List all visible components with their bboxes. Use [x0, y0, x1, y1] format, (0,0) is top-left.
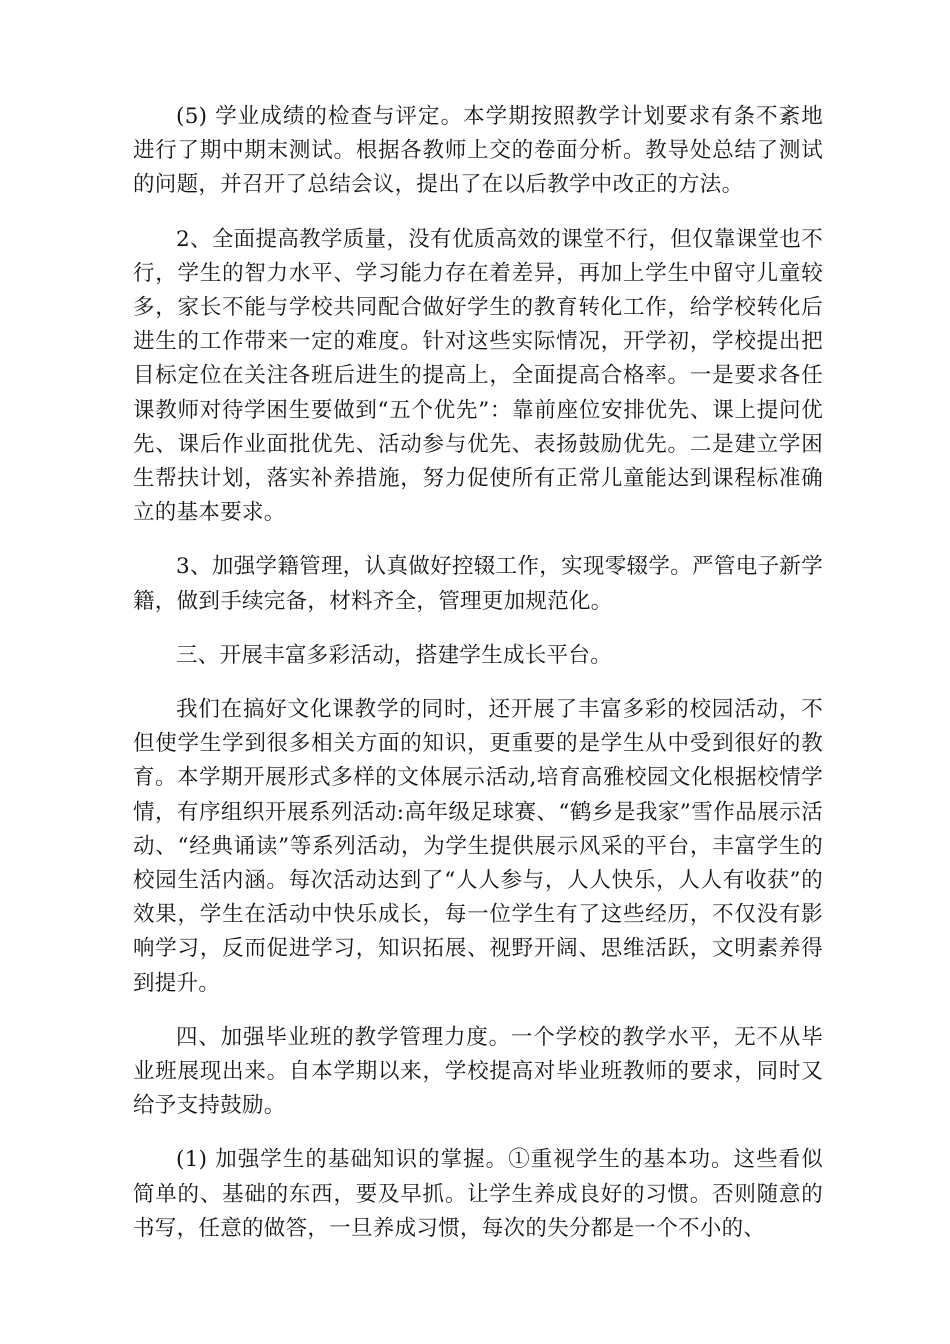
paragraph-campus-activities: 我们在搞好文化课教学的同时，还开展了丰富多彩的校园活动，不但使学生学到很多相关方面的知识，更重要的是学生从中受到很好的教育。本学期开展形式多样的文体展示活动,培育高雅校园文化根据校情学情，有序组织开展系列活动:高年级足球赛、“鹤乡是我家”雪作品展示活动、“经典诵读”等系列活动，为学生提供展示风采的平台，丰富学生的校园生活内涵。每次活动达到了“人人参与，人人快乐，人人有收获”的效果，学生在活动中快乐成长，每一位学生有了这些经历，不仅没有影响学习，反而促进学习，知识拓展、视野开阔、思维活跃，文明素养得到提升。	[133, 697, 823, 996]
paragraph-teaching-quality: 2、全面提高教学质量，没有优质高效的课堂不行，但仅靠课堂也不行，学生的智力水平、学习能力存在着差异，再加上学生中留守儿童较多，家长不能与学校共同配合做好学生的教育转化工作，给学校转化后进生的工作带来一定的难度。针对这些实际情况，开学初，学校提出把目标定位在关注各班后进生的提高上，全面提高合格率。一是要求各任课教师对待学困生要做到“五个优先”：靠前座位安排优先、课上提问优先、课后作业面批优先、活动参与优先、表扬鼓励优先。二是建立学困生帮扶计划，落实补养措施，努力促使所有正常儿童能达到课程标准确立的基本要求。	[133, 226, 823, 526]
paragraph-basic-knowledge: (1) 加强学生的基础知识的掌握。①重视学生的基本功。这些看似简单的、基础的东西，要及早抓。让学生养成良好的习惯。否则随意的书写，任意的做答，一旦养成习惯，每次的失分都是一个不小的、	[133, 1147, 823, 1241]
section-heading-activities: 三、开展丰富多彩活动，搭建学生成长平台。	[176, 642, 613, 668]
section-heading-graduating-class: 四、加强毕业班的教学管理力度。一个学校的教学水平，无不从毕业班展现出来。自本学期以来，学校提高对毕业班教师的要求，同时又给予支持鼓励。	[133, 1024, 823, 1119]
paragraph-student-records: 3、加强学籍管理，认真做好控辍工作，实现零辍学。严管电子新学籍，做到手续完备，材料齐全，管理更加规范化。	[133, 554, 823, 614]
paragraph-grade-assessment: (5) 学业成绩的检查与评定。本学期按照教学计划要求有条不紊地进行了期中期末测试。根据各教师上交的卷面分析。教导处总结了测试的问题，并召开了总结会议，提出了在以后教学中改正的方法。	[133, 104, 823, 198]
document-body	[133, 100, 823, 1264]
